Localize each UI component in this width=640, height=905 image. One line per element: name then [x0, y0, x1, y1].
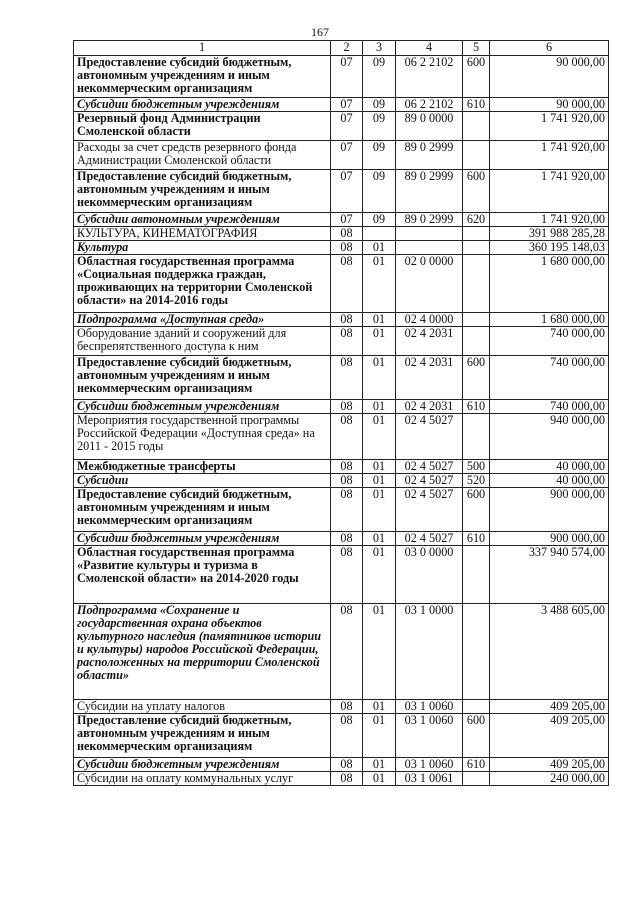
row-amount-cell: 337 940 574,00: [490, 546, 609, 604]
row-section-cell: 08: [331, 255, 363, 313]
row-section-cell: 08: [331, 414, 363, 460]
row-expense-type-cell: [463, 604, 490, 700]
table-row: [74, 758, 609, 772]
row-target-article-cell: 03 1 0060: [396, 758, 463, 772]
table-row: [74, 356, 609, 400]
row-amount-cell: 740 000,00: [490, 327, 609, 356]
row-name-cell: Предоставление субсидий бюджетным, автономным учреждениям и иным некоммерческим организациям: [74, 170, 331, 213]
row-subsection-cell: 01: [363, 356, 396, 400]
row-expense-type-cell: [463, 313, 490, 327]
header-col-5: 5: [463, 41, 490, 56]
row-section-cell: 07: [331, 170, 363, 213]
row-expense-type-cell: 600: [463, 714, 490, 758]
row-section-cell: 07: [331, 112, 363, 141]
row-subsection-cell: 01: [363, 474, 396, 488]
row-name-cell: Субсидии: [74, 474, 331, 488]
row-expense-type-cell: [463, 227, 490, 241]
row-target-article-cell: 02 0 0000: [396, 255, 463, 313]
table-row: [74, 241, 609, 255]
row-expense-type-cell: 620: [463, 213, 490, 227]
row-section-cell: 08: [331, 400, 363, 414]
table-row: [74, 532, 609, 546]
table-row: [74, 474, 609, 488]
row-subsection-cell: 01: [363, 313, 396, 327]
row-name-cell: Субсидии бюджетным учреждениям: [74, 400, 331, 414]
table-row: [74, 112, 609, 141]
row-amount-cell: 391 988 285,28: [490, 227, 609, 241]
row-amount-cell: 1 680 000,00: [490, 255, 609, 313]
row-target-article-cell: 89 0 2999: [396, 213, 463, 227]
header-col-4: 4: [396, 41, 463, 56]
header-col-1: 1: [74, 41, 331, 56]
row-section-cell: 08: [331, 474, 363, 488]
row-expense-type-cell: [463, 414, 490, 460]
row-name-cell: Расходы за счет средств резервного фонда Администрации Смоленской области: [74, 141, 331, 170]
row-section-cell: 08: [331, 227, 363, 241]
row-target-article-cell: [396, 227, 463, 241]
row-amount-cell: 360 195 148,03: [490, 241, 609, 255]
row-amount-cell: 1 680 000,00: [490, 313, 609, 327]
row-amount-cell: 409 205,00: [490, 758, 609, 772]
table-row: [74, 227, 609, 241]
row-target-article-cell: 02 4 5027: [396, 532, 463, 546]
row-expense-type-cell: [463, 772, 490, 786]
row-target-article-cell: 89 0 2999: [396, 170, 463, 213]
row-name-cell: Подпрограмма «Сохранение и государственная охрана объектов культурного наследия (памятников истории и культуры) народов Российской Федерации, расположенных на территории Смоленской области»: [74, 604, 331, 700]
row-subsection-cell: [363, 227, 396, 241]
row-target-article-cell: 89 0 0000: [396, 112, 463, 141]
row-subsection-cell: 01: [363, 772, 396, 786]
row-section-cell: 08: [331, 460, 363, 474]
row-amount-cell: 3 488 605,00: [490, 604, 609, 700]
row-target-article-cell: 02 4 2031: [396, 356, 463, 400]
row-amount-cell: 409 205,00: [490, 714, 609, 758]
row-subsection-cell: 01: [363, 400, 396, 414]
row-section-cell: 08: [331, 356, 363, 400]
table-row: [74, 213, 609, 227]
row-name-cell: Предоставление субсидий бюджетным, автономным учреждениям и иным некоммерческим организациям: [74, 714, 331, 758]
row-name-cell: КУЛЬТУРА, КИНЕМАТОГРАФИЯ: [74, 227, 331, 241]
row-section-cell: 08: [331, 488, 363, 532]
row-section-cell: 08: [331, 546, 363, 604]
row-section-cell: 08: [331, 604, 363, 700]
row-subsection-cell: 09: [363, 170, 396, 213]
row-name-cell: Мероприятия государственной программы Российской Федерации «Доступная среда» на 2011 - 2015 годы: [74, 414, 331, 460]
table-row: [74, 170, 609, 213]
row-expense-type-cell: 600: [463, 170, 490, 213]
row-subsection-cell: 01: [363, 460, 396, 474]
row-expense-type-cell: 500: [463, 460, 490, 474]
row-amount-cell: 1 741 920,00: [490, 170, 609, 213]
row-target-article-cell: 06 2 2102: [396, 56, 463, 98]
row-amount-cell: 740 000,00: [490, 356, 609, 400]
row-subsection-cell: 01: [363, 758, 396, 772]
row-name-cell: Подпрограмма «Доступная среда»: [74, 313, 331, 327]
table-header-row: [74, 41, 609, 56]
table-row: [74, 400, 609, 414]
row-target-article-cell: 03 1 0060: [396, 700, 463, 714]
row-target-article-cell: 02 4 5027: [396, 488, 463, 532]
row-target-article-cell: 02 4 2031: [396, 400, 463, 414]
row-section-cell: 07: [331, 213, 363, 227]
row-section-cell: 08: [331, 758, 363, 772]
row-expense-type-cell: [463, 241, 490, 255]
header-col-2: 2: [331, 41, 363, 56]
row-subsection-cell: 01: [363, 241, 396, 255]
table-row: [74, 488, 609, 532]
budget-table: [73, 40, 609, 786]
row-section-cell: 08: [331, 714, 363, 758]
row-name-cell: Субсидии на оплату коммунальных услуг: [74, 772, 331, 786]
row-subsection-cell: 09: [363, 56, 396, 98]
header-col-3: 3: [363, 41, 396, 56]
row-subsection-cell: 01: [363, 532, 396, 546]
table-row: [74, 56, 609, 98]
row-name-cell: Оборудование зданий и сооружений для беспрепятственного доступа к ним: [74, 327, 331, 356]
row-target-article-cell: 03 0 0000: [396, 546, 463, 604]
row-expense-type-cell: [463, 327, 490, 356]
row-expense-type-cell: 610: [463, 98, 490, 112]
row-section-cell: 08: [331, 327, 363, 356]
row-section-cell: 07: [331, 98, 363, 112]
row-subsection-cell: 01: [363, 255, 396, 313]
row-name-cell: Субсидии бюджетным учреждениям: [74, 98, 331, 112]
row-expense-type-cell: 600: [463, 56, 490, 98]
row-expense-type-cell: 610: [463, 758, 490, 772]
row-section-cell: 07: [331, 56, 363, 98]
row-target-article-cell: 02 4 5027: [396, 474, 463, 488]
table-row: [74, 604, 609, 700]
row-expense-type-cell: [463, 141, 490, 170]
row-target-article-cell: [396, 241, 463, 255]
table-row: [74, 460, 609, 474]
row-subsection-cell: 01: [363, 700, 396, 714]
row-target-article-cell: 02 4 5027: [396, 460, 463, 474]
row-amount-cell: 40 000,00: [490, 474, 609, 488]
row-section-cell: 08: [331, 532, 363, 546]
row-target-article-cell: 02 4 0000: [396, 313, 463, 327]
row-amount-cell: 1 741 920,00: [490, 141, 609, 170]
row-target-article-cell: 03 1 0000: [396, 604, 463, 700]
row-expense-type-cell: 610: [463, 400, 490, 414]
row-name-cell: Предоставление субсидий бюджетным, автономным учреждениям и иным некоммерческим организациям: [74, 356, 331, 400]
row-subsection-cell: 09: [363, 141, 396, 170]
row-name-cell: Субсидии автономным учреждениям: [74, 213, 331, 227]
table-row: [74, 255, 609, 313]
row-expense-type-cell: 610: [463, 532, 490, 546]
table-row: [74, 700, 609, 714]
row-expense-type-cell: 520: [463, 474, 490, 488]
table-row: [74, 141, 609, 170]
row-amount-cell: 900 000,00: [490, 488, 609, 532]
row-target-article-cell: 02 4 5027: [396, 414, 463, 460]
row-section-cell: 07: [331, 141, 363, 170]
row-section-cell: 08: [331, 313, 363, 327]
row-subsection-cell: 09: [363, 213, 396, 227]
row-name-cell: Культура: [74, 241, 331, 255]
row-subsection-cell: 01: [363, 604, 396, 700]
table-row: [74, 546, 609, 604]
row-subsection-cell: 09: [363, 98, 396, 112]
table-row: [74, 714, 609, 758]
row-name-cell: Областная государственная программа «Развитие культуры и туризма в Смоленской области» на 2014-2020 годы: [74, 546, 331, 604]
row-amount-cell: 740 000,00: [490, 400, 609, 414]
row-amount-cell: 900 000,00: [490, 532, 609, 546]
row-target-article-cell: 89 0 2999: [396, 141, 463, 170]
row-subsection-cell: 01: [363, 488, 396, 532]
table-row: [74, 327, 609, 356]
row-target-article-cell: 06 2 2102: [396, 98, 463, 112]
row-section-cell: 08: [331, 700, 363, 714]
row-name-cell: Субсидии на уплату налогов: [74, 700, 331, 714]
row-name-cell: Резервный фонд Администрации Смоленской области: [74, 112, 331, 141]
row-amount-cell: 90 000,00: [490, 98, 609, 112]
row-name-cell: Субсидии бюджетным учреждениям: [74, 758, 331, 772]
row-section-cell: 08: [331, 772, 363, 786]
row-name-cell: Предоставление субсидий бюджетным, автономным учреждениям и иным некоммерческим организациям: [74, 56, 331, 98]
row-name-cell: Межбюджетные трансферты: [74, 460, 331, 474]
row-expense-type-cell: 600: [463, 488, 490, 532]
row-name-cell: Субсидии бюджетным учреждениям: [74, 532, 331, 546]
page-number: 167: [311, 25, 329, 39]
table-row: [74, 414, 609, 460]
row-amount-cell: 90 000,00: [490, 56, 609, 98]
table-row: [74, 313, 609, 327]
row-amount-cell: 1 741 920,00: [490, 112, 609, 141]
row-target-article-cell: 03 1 0061: [396, 772, 463, 786]
row-target-article-cell: 03 1 0060: [396, 714, 463, 758]
row-subsection-cell: 01: [363, 414, 396, 460]
row-expense-type-cell: 600: [463, 356, 490, 400]
row-expense-type-cell: [463, 112, 490, 141]
row-amount-cell: 409 205,00: [490, 700, 609, 714]
row-expense-type-cell: [463, 700, 490, 714]
table-body: [74, 56, 609, 786]
row-amount-cell: 1 741 920,00: [490, 213, 609, 227]
row-amount-cell: 940 000,00: [490, 414, 609, 460]
row-amount-cell: 40 000,00: [490, 460, 609, 474]
row-name-cell: Областная государственная программа «Социальная поддержка граждан, проживающих на территории Смоленской области» на 2014-2016 годы: [74, 255, 331, 313]
row-subsection-cell: 09: [363, 112, 396, 141]
row-subsection-cell: 01: [363, 714, 396, 758]
row-amount-cell: 240 000,00: [490, 772, 609, 786]
row-expense-type-cell: [463, 546, 490, 604]
table-row: [74, 98, 609, 112]
row-name-cell: Предоставление субсидий бюджетным, автономным учреждениям и иным некоммерческим организациям: [74, 488, 331, 532]
row-target-article-cell: 02 4 2031: [396, 327, 463, 356]
row-section-cell: 08: [331, 241, 363, 255]
table-row: [74, 772, 609, 786]
header-col-6: 6: [490, 41, 609, 56]
row-subsection-cell: 01: [363, 546, 396, 604]
row-expense-type-cell: [463, 255, 490, 313]
row-subsection-cell: 01: [363, 327, 396, 356]
